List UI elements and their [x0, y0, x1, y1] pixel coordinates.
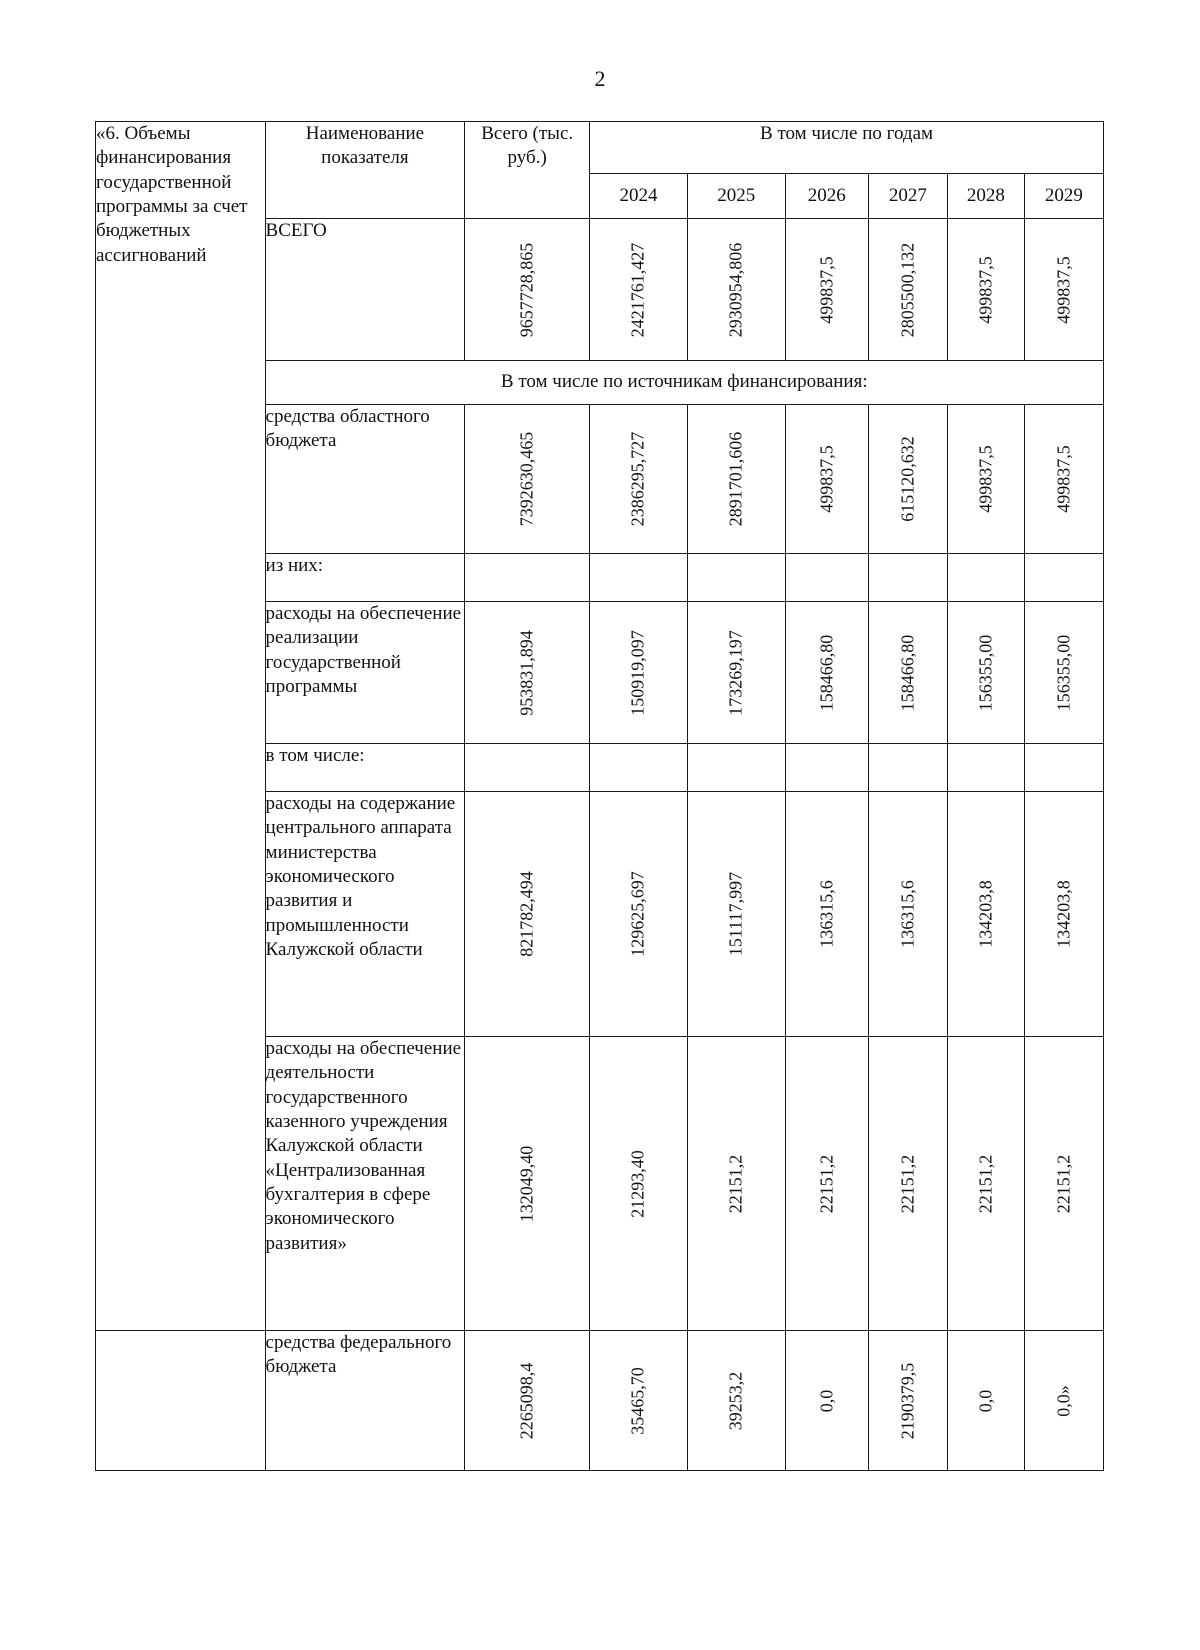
value-cell [1024, 1331, 1103, 1471]
value-text: 821782,494 [516, 871, 537, 957]
value-text: 22151,2 [1053, 1154, 1074, 1213]
empty-cell [785, 554, 868, 602]
value-text: 0,0 [975, 1389, 996, 1412]
value-cell [868, 602, 947, 744]
value-cell [868, 1331, 947, 1471]
value-cell [465, 405, 590, 554]
value-text: 499837,5 [816, 255, 837, 324]
empty-cell [590, 744, 688, 792]
value-text: 2265098,4 [516, 1362, 537, 1439]
empty-cell [868, 744, 947, 792]
empty-cell [465, 744, 590, 792]
empty-cell [1024, 744, 1103, 792]
value-text: 2891701,606 [725, 431, 746, 527]
value-text: 129625,697 [627, 871, 648, 957]
value-cell [868, 792, 947, 1037]
section-title: «6. Объемы финансирования государственной программы за счет бюджетных ассигнований [96, 122, 266, 1331]
empty-cell [785, 744, 868, 792]
year-header: 2027 [868, 174, 947, 219]
year-header: 2029 [1024, 174, 1103, 219]
value-cell [947, 405, 1024, 554]
value-text: 136315,6 [816, 880, 837, 948]
value-cell [687, 405, 785, 554]
value-cell [1024, 405, 1103, 554]
value-text: 132049,40 [516, 1145, 537, 1222]
value-cell [868, 405, 947, 554]
value-cell [785, 602, 868, 744]
value-text: 499837,5 [975, 255, 996, 324]
page-number: 2 [594, 66, 606, 91]
row-label: в том числе: [265, 744, 465, 792]
empty-cell [1024, 554, 1103, 602]
value-cell [590, 1037, 688, 1331]
value-cell [465, 1331, 590, 1471]
value-cell [687, 219, 785, 361]
value-cell [687, 792, 785, 1037]
value-text: 151117,997 [725, 871, 746, 957]
value-cell [1024, 219, 1103, 361]
value-cell [1024, 602, 1103, 744]
value-cell [687, 1037, 785, 1331]
value-text: 2805500,132 [897, 242, 918, 337]
value-text: 2190379,5 [897, 1362, 918, 1439]
value-text: 0,0 [816, 1389, 837, 1412]
empty-cell [590, 554, 688, 602]
value-cell [465, 602, 590, 744]
value-cell [785, 219, 868, 361]
empty-cell [947, 554, 1024, 602]
row-label: из них: [265, 554, 465, 602]
value-text: 150919,097 [627, 629, 648, 716]
value-cell [947, 1037, 1024, 1331]
empty-cell [868, 554, 947, 602]
value-text: 499837,5 [1053, 445, 1074, 513]
value-text: 7392630,465 [516, 431, 537, 527]
value-text: 134203,8 [975, 880, 996, 948]
value-cell [687, 602, 785, 744]
year-header: 2026 [785, 174, 868, 219]
year-header: 2024 [590, 174, 688, 219]
row-label: расходы на обеспечение деятельности государственного казенного учреждения Калужской области «Централизованная бухгалтерия в сфере экономического развития» [265, 1037, 465, 1331]
row-label: ВСЕГО [265, 219, 465, 361]
value-text: 156355,00 [1053, 634, 1074, 711]
value-text: 499837,5 [1053, 255, 1074, 324]
value-text: 2930954,806 [725, 242, 746, 337]
value-cell [947, 602, 1024, 744]
value-text: 156355,00 [975, 634, 996, 711]
value-cell [590, 219, 688, 361]
row-label: средства федерального бюджета [265, 1331, 465, 1471]
value-cell [785, 405, 868, 554]
value-cell [1024, 792, 1103, 1037]
value-cell [465, 1037, 590, 1331]
value-text: 953831,894 [516, 629, 537, 716]
table-row-federal [96, 1331, 1104, 1471]
value-text: 499837,5 [975, 445, 996, 513]
empty-cell [687, 554, 785, 602]
value-cell [947, 219, 1024, 361]
value-text: 134203,8 [1053, 880, 1074, 948]
value-cell [465, 792, 590, 1037]
value-text: 615120,632 [897, 436, 918, 522]
year-header: 2028 [947, 174, 1024, 219]
total-column-header: Всего (тыс. руб.) [465, 122, 590, 219]
empty-cell [465, 554, 590, 602]
value-text: 22151,2 [816, 1154, 837, 1213]
value-text: 158466,80 [897, 634, 918, 711]
value-text: 21293,40 [627, 1149, 648, 1218]
value-cell [465, 219, 590, 361]
name-column-header: Наименование показателя [265, 122, 465, 219]
value-cell [590, 405, 688, 554]
value-cell [590, 1331, 688, 1471]
value-text: 136315,6 [897, 880, 918, 948]
value-text: 35465,70 [627, 1366, 648, 1435]
row-label: расходы на содержание центрального аппарата министерства экономического развития и промышленности Калужской области [265, 792, 465, 1037]
value-text: 158466,80 [816, 634, 837, 711]
value-text: 22151,2 [725, 1154, 746, 1213]
value-text: 39253,2 [725, 1371, 746, 1430]
value-cell [785, 1037, 868, 1331]
value-cell [1024, 1037, 1103, 1331]
row-label: средства областного бюджета [265, 405, 465, 554]
value-cell [947, 792, 1024, 1037]
value-cell [590, 602, 688, 744]
header-row [96, 122, 1104, 174]
value-text: 2386295,727 [627, 431, 648, 527]
year-header: 2025 [687, 174, 785, 219]
value-cell [785, 792, 868, 1037]
sources-subheader: В том числе по источникам финансирования: [265, 361, 1103, 405]
value-cell [590, 792, 688, 1037]
value-text: 499837,5 [816, 445, 837, 513]
value-text: 22151,2 [975, 1154, 996, 1213]
years-group-header: В том числе по годам [590, 122, 1104, 174]
empty-cell [96, 1331, 266, 1471]
value-cell [687, 1331, 785, 1471]
value-cell [868, 1037, 947, 1331]
empty-cell [947, 744, 1024, 792]
financing-table [95, 121, 1104, 1471]
value-text: 9657728,865 [516, 242, 537, 337]
row-label: расходы на обеспечение реализации государственной программы [265, 602, 465, 744]
value-cell [947, 1331, 1024, 1471]
value-cell [785, 1331, 868, 1471]
value-text: 0,0» [1053, 1384, 1074, 1417]
empty-cell [687, 744, 785, 792]
value-text: 22151,2 [897, 1154, 918, 1213]
value-cell [868, 219, 947, 361]
value-text: 173269,197 [725, 629, 746, 716]
value-text: 2421761,427 [627, 242, 648, 337]
